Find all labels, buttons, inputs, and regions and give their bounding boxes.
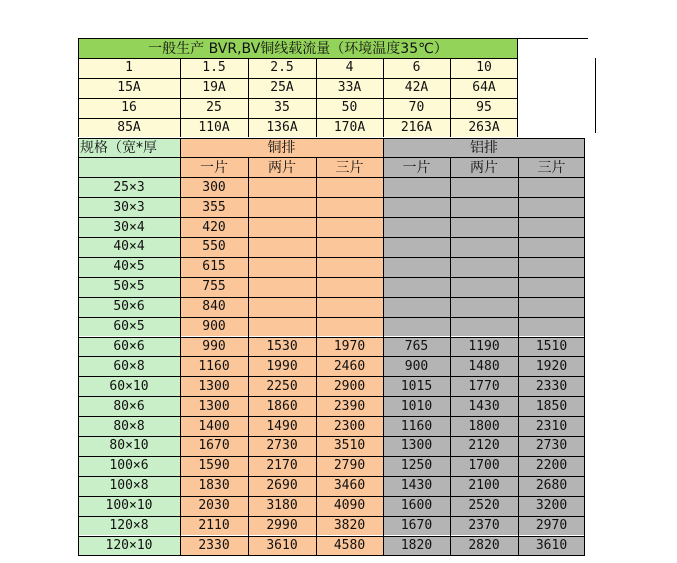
aluminum-current-cell <box>518 317 585 337</box>
aluminum-current-cell <box>383 297 450 317</box>
copper-current-cell: 4580 <box>316 536 383 556</box>
sub-header: 一片 <box>180 157 248 177</box>
aluminum-current-cell: 2310 <box>518 416 585 436</box>
grid-line <box>78 297 585 298</box>
busbar-spec-cell: 30×3 <box>78 197 180 217</box>
copper-current-cell: 550 <box>180 237 248 257</box>
aluminum-current-cell: 2970 <box>518 516 585 536</box>
wire-spec-cell: 136A <box>248 118 316 138</box>
copper-header: 铜排 <box>180 138 383 158</box>
wire-spec-cell: 95 <box>450 98 518 118</box>
aluminum-current-cell <box>518 297 585 317</box>
grid-line <box>180 58 181 138</box>
copper-current-cell: 300 <box>180 177 248 197</box>
wire-spec-cell: 42A <box>383 78 450 98</box>
copper-current-cell: 840 <box>180 297 248 317</box>
sub-header: 一片 <box>383 157 450 177</box>
copper-current-cell: 1590 <box>180 456 248 476</box>
aluminum-current-cell <box>518 197 585 217</box>
grid-line <box>518 157 519 555</box>
spec-subheader-blank <box>78 157 180 177</box>
wire-spec-cell: 64A <box>450 78 518 98</box>
aluminum-current-cell: 1820 <box>383 536 450 556</box>
grid-line <box>595 58 596 134</box>
aluminum-current-cell: 2820 <box>450 536 518 556</box>
copper-current-cell: 420 <box>180 217 248 237</box>
busbar-spec-cell: 60×8 <box>78 356 180 376</box>
copper-current-cell <box>248 257 316 277</box>
aluminum-current-cell <box>450 237 518 257</box>
copper-current-cell: 615 <box>180 257 248 277</box>
aluminum-current-cell: 2370 <box>450 516 518 536</box>
copper-current-cell: 2250 <box>248 376 316 396</box>
grid-line <box>78 197 585 198</box>
aluminum-current-cell: 1300 <box>383 436 450 456</box>
copper-current-cell <box>316 257 383 277</box>
aluminum-current-cell <box>518 177 585 197</box>
aluminum-current-cell: 1430 <box>450 396 518 416</box>
grid-line <box>78 536 585 537</box>
grid-line <box>78 217 585 218</box>
busbar-spec-cell: 100×6 <box>78 456 180 476</box>
busbar-spec-cell: 120×10 <box>78 536 180 556</box>
copper-current-cell: 2390 <box>316 396 383 416</box>
wire-spec-cell: 19A <box>180 78 248 98</box>
copper-current-cell: 2460 <box>316 356 383 376</box>
grid-line <box>517 38 518 58</box>
copper-current-cell: 2730 <box>248 436 316 456</box>
grid-line <box>517 58 518 138</box>
copper-current-cell: 2030 <box>180 496 248 516</box>
aluminum-current-cell: 1250 <box>383 456 450 476</box>
grid-line <box>450 157 451 555</box>
grid-line <box>78 317 585 318</box>
aluminum-current-cell <box>450 277 518 297</box>
grid-line <box>383 138 384 556</box>
copper-current-cell: 2790 <box>316 456 383 476</box>
aluminum-current-cell <box>383 317 450 337</box>
grid-line <box>78 396 585 397</box>
aluminum-current-cell: 2330 <box>518 376 585 396</box>
copper-current-cell <box>316 277 383 297</box>
grid-line <box>518 38 588 39</box>
aluminum-current-cell <box>383 277 450 297</box>
sub-header: 两片 <box>450 157 518 177</box>
wire-spec-cell: 2.5 <box>248 58 316 78</box>
copper-current-cell: 900 <box>180 317 248 337</box>
busbar-spec-cell: 50×5 <box>78 277 180 297</box>
grid-line <box>78 58 518 59</box>
aluminum-current-cell: 1800 <box>450 416 518 436</box>
aluminum-current-cell <box>383 197 450 217</box>
copper-current-cell: 2900 <box>316 376 383 396</box>
copper-current-cell: 2690 <box>248 476 316 496</box>
aluminum-current-cell: 765 <box>383 337 450 357</box>
grid-line <box>180 138 181 556</box>
wire-spec-cell: 216A <box>383 118 450 138</box>
title-row: 一般生产 BVR,BV铜线载流量（环境温度35℃） <box>78 38 518 58</box>
copper-current-cell <box>248 317 316 337</box>
aluminum-current-cell: 1850 <box>518 396 585 416</box>
aluminum-current-cell <box>518 277 585 297</box>
wire-spec-cell: 25A <box>248 78 316 98</box>
copper-current-cell <box>248 237 316 257</box>
busbar-spec-cell: 100×10 <box>78 496 180 516</box>
copper-current-cell: 1860 <box>248 396 316 416</box>
busbar-current-spreadsheet <box>78 0 598 563</box>
copper-current-cell: 1830 <box>180 476 248 496</box>
aluminum-current-cell <box>450 257 518 277</box>
aluminum-current-cell: 3200 <box>518 496 585 516</box>
busbar-spec-cell: 80×8 <box>78 416 180 436</box>
copper-current-cell: 1990 <box>248 356 316 376</box>
aluminum-current-cell <box>518 217 585 237</box>
busbar-spec-cell: 40×4 <box>78 237 180 257</box>
copper-current-cell: 1300 <box>180 376 248 396</box>
copper-current-cell <box>316 177 383 197</box>
wire-spec-cell: 35 <box>248 98 316 118</box>
aluminum-current-cell: 2520 <box>450 496 518 516</box>
grid-line <box>78 237 585 238</box>
aluminum-current-cell: 2100 <box>450 476 518 496</box>
copper-current-cell: 3610 <box>248 536 316 556</box>
busbar-spec-cell: 30×4 <box>78 217 180 237</box>
wire-spec-cell: 25 <box>180 98 248 118</box>
grid-line <box>78 118 518 119</box>
copper-current-cell: 755 <box>180 277 248 297</box>
grid-line <box>78 337 585 338</box>
wire-spec-cell: 110A <box>180 118 248 138</box>
grid-line <box>78 356 585 357</box>
wire-spec-cell: 85A <box>78 118 180 138</box>
copper-current-cell <box>248 297 316 317</box>
copper-current-cell <box>316 317 383 337</box>
sub-header: 三片 <box>518 157 585 177</box>
grid-line <box>584 138 585 556</box>
grid-line <box>78 416 585 417</box>
copper-current-cell: 3180 <box>248 496 316 516</box>
aluminum-current-cell <box>383 217 450 237</box>
busbar-spec-cell: 120×8 <box>78 516 180 536</box>
copper-current-cell: 2990 <box>248 516 316 536</box>
wire-spec-cell: 263A <box>450 118 518 138</box>
copper-current-cell: 1670 <box>180 436 248 456</box>
aluminum-current-cell <box>518 237 585 257</box>
aluminum-current-cell: 2200 <box>518 456 585 476</box>
grid-line <box>78 177 585 178</box>
grid-line <box>78 78 518 79</box>
aluminum-current-cell: 2680 <box>518 476 585 496</box>
aluminum-current-cell: 1430 <box>383 476 450 496</box>
wire-spec-cell: 16 <box>78 98 180 118</box>
wire-spec-cell: 4 <box>316 58 383 78</box>
wire-spec-cell: 10 <box>450 58 518 78</box>
aluminum-current-cell: 1010 <box>383 396 450 416</box>
copper-current-cell <box>248 277 316 297</box>
aluminum-current-cell: 1770 <box>450 376 518 396</box>
grid-line <box>78 257 585 258</box>
copper-current-cell: 1160 <box>180 356 248 376</box>
grid-line <box>78 476 585 477</box>
copper-current-cell: 3510 <box>316 436 383 456</box>
grid-line <box>316 157 317 555</box>
grid-line <box>78 456 585 457</box>
sub-header: 三片 <box>316 157 383 177</box>
wire-spec-cell: 1.5 <box>180 58 248 78</box>
aluminum-current-cell: 1480 <box>450 356 518 376</box>
copper-current-cell: 1490 <box>248 416 316 436</box>
grid-line <box>78 376 585 377</box>
aluminum-current-cell: 1160 <box>383 416 450 436</box>
copper-current-cell: 2170 <box>248 456 316 476</box>
copper-current-cell: 1300 <box>180 396 248 416</box>
aluminum-current-cell: 3610 <box>518 536 585 556</box>
copper-current-cell: 4090 <box>316 496 383 516</box>
aluminum-current-cell <box>383 257 450 277</box>
grid-line <box>78 555 585 556</box>
grid-line <box>450 58 451 138</box>
wire-spec-cell: 6 <box>383 58 450 78</box>
busbar-spec-cell: 60×6 <box>78 337 180 357</box>
wire-spec-cell: 170A <box>316 118 383 138</box>
busbar-spec-cell: 60×5 <box>78 317 180 337</box>
aluminum-current-cell <box>450 297 518 317</box>
spec-header: 规格（宽*厚 <box>78 138 180 158</box>
sub-header: 两片 <box>248 157 316 177</box>
copper-current-cell: 355 <box>180 197 248 217</box>
aluminum-current-cell: 900 <box>383 356 450 376</box>
copper-current-cell: 3460 <box>316 476 383 496</box>
copper-current-cell: 990 <box>180 337 248 357</box>
wire-spec-cell: 33A <box>316 78 383 98</box>
aluminum-current-cell <box>518 257 585 277</box>
aluminum-current-cell <box>450 317 518 337</box>
grid-line <box>78 516 585 517</box>
aluminum-current-cell: 1670 <box>383 516 450 536</box>
copper-current-cell <box>248 197 316 217</box>
copper-current-cell <box>316 237 383 257</box>
wire-spec-cell: 50 <box>316 98 383 118</box>
grid-line <box>78 157 585 158</box>
aluminum-current-cell: 1510 <box>518 337 585 357</box>
aluminum-current-cell: 1920 <box>518 356 585 376</box>
copper-current-cell: 1970 <box>316 337 383 357</box>
copper-current-cell <box>316 197 383 217</box>
busbar-spec-cell: 60×10 <box>78 376 180 396</box>
grid-line <box>383 58 384 138</box>
copper-current-cell <box>316 217 383 237</box>
wire-spec-cell: 15A <box>78 78 180 98</box>
copper-current-cell <box>248 177 316 197</box>
aluminum-current-cell: 1600 <box>383 496 450 516</box>
copper-current-cell: 2110 <box>180 516 248 536</box>
grid-line <box>78 496 585 497</box>
aluminum-current-cell <box>450 217 518 237</box>
aluminum-current-cell: 2730 <box>518 436 585 456</box>
aluminum-current-cell: 1015 <box>383 376 450 396</box>
aluminum-current-cell: 2120 <box>450 436 518 456</box>
busbar-spec-cell: 100×8 <box>78 476 180 496</box>
grid-line <box>78 58 79 138</box>
wire-spec-cell: 1 <box>78 58 180 78</box>
aluminum-current-cell <box>383 177 450 197</box>
wire-spec-cell: 70 <box>383 98 450 118</box>
grid-line <box>78 38 518 39</box>
grid-line <box>78 98 518 99</box>
grid-line <box>78 277 585 278</box>
busbar-spec-cell: 50×6 <box>78 297 180 317</box>
copper-current-cell: 3820 <box>316 516 383 536</box>
copper-current-cell <box>248 217 316 237</box>
aluminum-current-cell <box>450 197 518 217</box>
aluminum-header: 铝排 <box>383 138 585 158</box>
copper-current-cell: 2330 <box>180 536 248 556</box>
grid-line <box>78 138 79 556</box>
grid-line <box>78 38 79 58</box>
copper-current-cell: 1530 <box>248 337 316 357</box>
grid-line <box>78 436 585 437</box>
grid-line <box>248 157 249 555</box>
aluminum-current-cell: 1700 <box>450 456 518 476</box>
aluminum-current-cell <box>450 177 518 197</box>
copper-current-cell: 2300 <box>316 416 383 436</box>
grid-line <box>78 138 585 139</box>
grid-line <box>248 58 249 138</box>
busbar-spec-cell: 80×6 <box>78 396 180 416</box>
aluminum-current-cell <box>383 237 450 257</box>
busbar-spec-cell: 40×5 <box>78 257 180 277</box>
busbar-spec-cell: 80×10 <box>78 436 180 456</box>
copper-current-cell <box>316 297 383 317</box>
aluminum-current-cell: 1190 <box>450 337 518 357</box>
copper-current-cell: 1400 <box>180 416 248 436</box>
grid-line <box>316 58 317 138</box>
busbar-spec-cell: 25×3 <box>78 177 180 197</box>
